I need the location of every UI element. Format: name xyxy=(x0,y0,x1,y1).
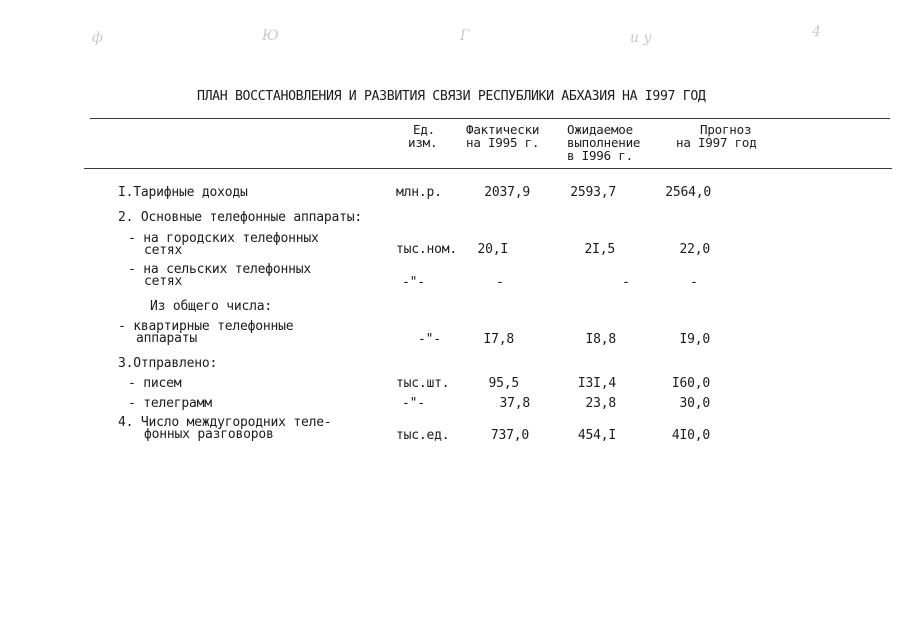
value-expected: 2593,7 xyxy=(570,185,616,200)
faint-mark: и у xyxy=(630,30,652,46)
value-fact: 737,0 xyxy=(490,428,529,443)
row-label: 4. Число междугородних теле- xyxy=(118,415,332,430)
value-fact: 37,8 xyxy=(499,396,530,411)
row-unit: тыс.ном. xyxy=(396,242,458,257)
value-expected: 23,8 xyxy=(585,396,616,411)
row-unit: тыс.ед. xyxy=(396,428,450,443)
header-unit-line2: изм. xyxy=(408,135,438,150)
section-heading: 3.Отправлено: xyxy=(118,356,218,371)
row-label-cont: фонных разговоров xyxy=(144,427,274,442)
value-forecast: I60,0 xyxy=(671,376,710,391)
value-forecast: 22,0 xyxy=(679,242,710,257)
faint-mark: Ю xyxy=(262,28,279,44)
value-forecast: - xyxy=(690,275,698,290)
row-label-cont: сетях xyxy=(144,243,183,258)
faint-mark: 4 xyxy=(812,24,821,40)
header-top-rule xyxy=(90,118,890,119)
row-unit: млн.р. xyxy=(396,185,442,200)
value-forecast: 30,0 xyxy=(679,396,710,411)
faint-mark: ф xyxy=(92,30,103,46)
row-unit: тыс.шт. xyxy=(396,376,450,391)
row-label: - писем xyxy=(128,376,182,391)
section-heading: 2. Основные телефонные аппараты: xyxy=(118,210,363,225)
header-expected-line1: Ожидаемое xyxy=(567,122,633,137)
value-fact: - xyxy=(496,275,504,290)
value-forecast: 2564,0 xyxy=(665,185,711,200)
header-fact-line2: на I995 г. xyxy=(466,135,540,150)
row-unit: -"- xyxy=(402,275,425,290)
row-label: - телеграмм xyxy=(128,396,212,411)
header-expected-line3: в I996 г. xyxy=(567,148,633,163)
header-forecast-line1: Прогноз xyxy=(700,122,752,137)
header-bottom-rule xyxy=(84,168,892,169)
row-label: - на городских телефонных xyxy=(128,231,319,246)
header-fact-line1: Фактически xyxy=(466,122,540,137)
row-label-cont: аппараты xyxy=(136,331,198,346)
value-expected: 454,I xyxy=(577,428,616,443)
value-forecast: 4I0,0 xyxy=(671,428,710,443)
row-unit: -"- xyxy=(402,396,425,411)
document-title: ПЛАН ВОССТАНОВЛЕНИЯ И РАЗВИТИЯ СВЯЗИ РЕСПУБЛИКИ АБХАЗИЯ НА I997 ГОД xyxy=(197,89,706,104)
header-forecast-line2: на I997 год xyxy=(676,135,757,150)
row-unit: -"- xyxy=(418,332,441,347)
value-fact: 2037,9 xyxy=(484,185,530,200)
header-unit-line1: Ед. xyxy=(413,122,435,137)
value-expected: - xyxy=(622,275,630,290)
value-expected: I8,8 xyxy=(585,332,616,347)
value-expected: I3I,4 xyxy=(577,376,616,391)
value-expected: 2I,5 xyxy=(584,242,615,257)
value-fact: I7,8 xyxy=(483,332,514,347)
row-label: - на сельских телефонных xyxy=(128,262,312,277)
row-label: I.Тарифные доходы xyxy=(118,185,248,200)
value-forecast: I9,0 xyxy=(679,332,710,347)
value-fact: 20,I xyxy=(477,242,508,257)
header-expected-line2: выполнение xyxy=(567,135,641,150)
row-label-cont: сетях xyxy=(144,274,183,289)
row-label: - квартирные телефонные xyxy=(118,319,294,334)
subsection-heading: Из общего числа: xyxy=(150,299,273,314)
faint-mark: Г xyxy=(460,28,470,44)
value-fact: 95,5 xyxy=(488,376,519,391)
